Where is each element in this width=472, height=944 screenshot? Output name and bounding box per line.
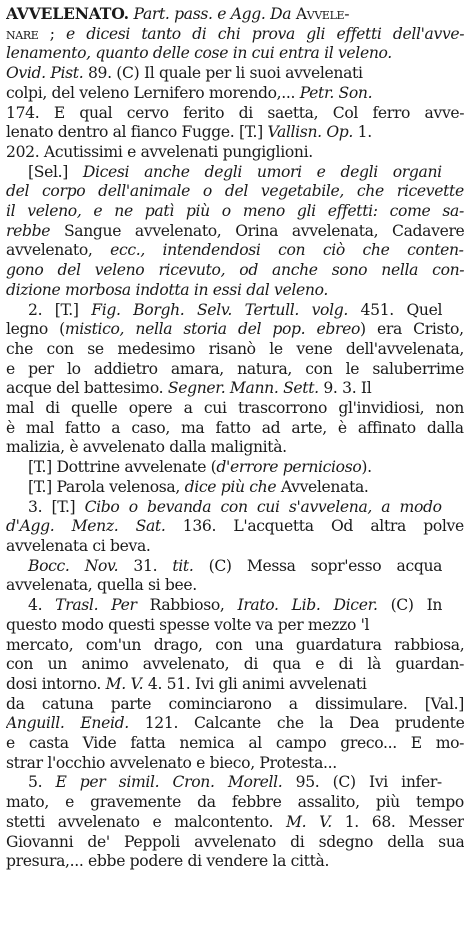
entry-line bbox=[6, 458, 464, 478]
entry-text: Sangue avvelenato, Orina avvelenata, Cadavere bbox=[50, 221, 464, 240]
entry-line bbox=[6, 576, 464, 596]
entry-text: Giovanni de' Peppoli avvelenato di sdegno della sua bbox=[6, 832, 464, 851]
entry-line bbox=[6, 517, 464, 537]
entry-text: Rabbioso, bbox=[136, 596, 238, 615]
entry-text: 1. bbox=[353, 123, 372, 142]
entry-line bbox=[6, 25, 464, 45]
entry-text: strar l'occhio avvelenato e bieco, Protesta... bbox=[6, 753, 337, 772]
entry-line bbox=[6, 438, 464, 458]
entry-text: il veleno, e ne patì più o meno gli effetti: come sa- bbox=[6, 202, 464, 221]
entry-text: e per lo addietro amara, natura, con le saluberrime bbox=[6, 359, 464, 378]
entry-text: presura,... ebbe podere di vendere la città. bbox=[6, 852, 330, 871]
entry-text: 121. Calcante che la Dea prudente bbox=[128, 714, 464, 733]
entry-line bbox=[6, 261, 464, 281]
entry-text: (C) Messa sopr'esso acqua bbox=[193, 556, 443, 575]
entry-text: ecc., intendendosi con ciò che conten- bbox=[110, 241, 464, 260]
entry-line bbox=[6, 557, 464, 577]
entry-text: Irato. Lib. Dicer. bbox=[237, 596, 378, 615]
entry-line bbox=[6, 340, 464, 360]
entry-text: del corpo dell'animale o del vegetabile, che ricevette bbox=[6, 182, 464, 201]
entry-line bbox=[6, 695, 464, 715]
entry-text: Dicesi anche degli umori e degli organi bbox=[82, 162, 442, 181]
entry-headword: AVVELENATO. bbox=[6, 4, 129, 23]
entry-line bbox=[6, 241, 464, 261]
entry-text: lenato dentro al fianco Fugge. [T.] bbox=[6, 123, 268, 142]
entry-text: e dicesi tanto di chi prova gli effetti dell'avve- bbox=[66, 24, 464, 43]
entry-text: tit. bbox=[172, 556, 194, 575]
entry-text: Trasl. Per bbox=[55, 596, 137, 615]
entry-text: 3. [T.] bbox=[28, 497, 85, 516]
entry-text: Bocc. Nov. bbox=[28, 556, 119, 575]
entry-text: ). bbox=[361, 458, 372, 477]
entry-text: (C) In bbox=[377, 596, 443, 615]
entry-text: 451. Quel bbox=[347, 300, 443, 319]
entry-text: Fig. Borgh. Selv. Tertull. volg. bbox=[91, 300, 348, 319]
entry-line bbox=[6, 182, 464, 202]
entry-text: ; bbox=[38, 24, 67, 43]
entry-line bbox=[6, 379, 464, 399]
entry-line bbox=[6, 793, 464, 813]
entry-line bbox=[6, 419, 464, 439]
entry-line bbox=[6, 773, 464, 793]
entry-line bbox=[6, 498, 464, 518]
entry-line bbox=[6, 399, 464, 419]
entry-text: e casta Vide fatta nemica al campo greco... E mo- bbox=[6, 734, 464, 753]
entry-line bbox=[6, 104, 464, 124]
entry-text: [T.] Dottrine avvelenate ( bbox=[28, 458, 217, 477]
entry-line bbox=[6, 301, 464, 321]
entry-text: 4. bbox=[28, 596, 56, 615]
entry-text: 9. 3. Il bbox=[318, 379, 372, 398]
entry-line bbox=[6, 222, 464, 242]
entry-text: d'Agg. Menz. Sat. bbox=[6, 517, 166, 536]
entry-line bbox=[6, 596, 464, 616]
entry-text: colpi, del veleno Lernifero morendo,... bbox=[6, 83, 300, 102]
entry-text: avvelenato, bbox=[6, 241, 111, 260]
entry-line bbox=[6, 852, 464, 872]
entry-text: rebbe bbox=[6, 221, 51, 240]
entry-line bbox=[6, 537, 464, 557]
entry-text: 2. [T.] bbox=[28, 300, 92, 319]
entry-text: Avvele- bbox=[295, 5, 350, 23]
entry-line bbox=[6, 84, 464, 104]
entry-text: Anguill. Eneid. bbox=[6, 714, 129, 733]
entry-text: Petr. Son. bbox=[299, 83, 373, 102]
entry-text: d'errore pernicioso bbox=[216, 458, 362, 477]
entry-text: dosi intorno. bbox=[6, 674, 106, 693]
entry-text: mato, e gravemente da febbre assalito, più tempo bbox=[6, 793, 464, 812]
entry-text: mistico, nella storia del pop. ebreo bbox=[64, 320, 361, 339]
entry-text: con un animo avvelenato, di qua e di là guardan- bbox=[6, 655, 464, 674]
entry-line bbox=[6, 833, 464, 853]
entry-text: 202. Acutissimi e avvelenati pungiglioni. bbox=[6, 142, 313, 161]
entry-text: nare bbox=[6, 24, 39, 43]
entry-text: questo modo questi spesse volte va per mezzo 'l bbox=[6, 615, 370, 634]
entry-text: Part. pass. e Agg. Da bbox=[133, 5, 296, 23]
entry-text: 31. bbox=[118, 556, 173, 575]
entry-text: legno ( bbox=[6, 320, 65, 339]
entry-line bbox=[6, 478, 464, 498]
entry-text: stetti avvelenato e malcontento. bbox=[6, 812, 286, 831]
entry-text: mercato, com'un drago, con una guardatura rabbiosa, bbox=[6, 635, 464, 654]
entry-line bbox=[6, 44, 464, 64]
entry-text: dizione morbosa indotta in essi dal veleno. bbox=[6, 280, 328, 299]
entry-text: avvelenata ci beva. bbox=[6, 536, 151, 555]
entry-text: 136. L'acquetta Od altra polve bbox=[165, 517, 464, 536]
entry-text: [Sel.] bbox=[28, 162, 83, 181]
entry-text: lenamento, quanto delle cose in cui entra il veleno. bbox=[6, 44, 392, 63]
entry-line bbox=[6, 616, 464, 636]
entry-line bbox=[6, 202, 464, 222]
entry-text: Segner. Mann. Sett. bbox=[167, 379, 319, 398]
entry-text: Cibo o bevanda con cui s'avvelena, a modo bbox=[84, 497, 442, 516]
entry-text: mal di quelle opere a cui trascorrono gl'invidiosi, non bbox=[6, 399, 464, 418]
entry-line bbox=[6, 123, 464, 143]
entry-text: 1. 68. Messer bbox=[331, 812, 464, 831]
entry-text: è mal fatto a caso, ma fatto ad arte, è affinato dalla bbox=[6, 418, 464, 437]
entry-line bbox=[6, 64, 464, 84]
entry-line bbox=[6, 320, 464, 340]
entry-line bbox=[6, 675, 464, 695]
entry-text: gono del veleno ricevuto, od anche sono nella con- bbox=[6, 261, 464, 280]
entry-line bbox=[6, 4, 464, 25]
entry-text: E per simil. Cron. Morell. bbox=[55, 773, 283, 792]
entry-text: acque del battesimo. bbox=[6, 379, 168, 398]
entry-line bbox=[6, 360, 464, 380]
entry-line bbox=[6, 754, 464, 774]
entry-text: 174. E qual cervo ferito di saetta, Col ferro avve- bbox=[6, 103, 464, 122]
entry-line bbox=[6, 281, 464, 301]
dictionary-entry-avvelenato bbox=[6, 4, 464, 872]
entry-text: da catuna parte cominciarono a dissimulare. [Val.] bbox=[6, 694, 464, 713]
entry-text: 89. (C) Il quale per li suoi avvelenati bbox=[83, 64, 363, 83]
entry-text: 5. bbox=[28, 773, 56, 792]
entry-line bbox=[6, 163, 464, 183]
entry-line bbox=[6, 636, 464, 656]
entry-text: ) era Cristo, bbox=[360, 320, 464, 339]
entry-text: M. V. bbox=[286, 812, 332, 831]
entry-line bbox=[6, 143, 464, 163]
entry-text: 4. 51. Ivi gli animi avvelenati bbox=[143, 674, 367, 693]
entry-line bbox=[6, 655, 464, 675]
entry-line bbox=[6, 813, 464, 833]
entry-text: [T.] Parola velenosa, bbox=[28, 477, 185, 496]
entry-line bbox=[6, 734, 464, 754]
entry-text: che con se medesimo risanò le vene dell'avvelenata, bbox=[6, 339, 464, 358]
entry-text: Avvelenata. bbox=[276, 477, 369, 496]
entry-text: avvelenata, quella si bee. bbox=[6, 576, 197, 595]
entry-text: Ovid. Pist. bbox=[6, 64, 84, 83]
entry-text: dice più che bbox=[184, 477, 277, 496]
entry-line bbox=[6, 714, 464, 734]
entry-text: 95. (C) Ivi infer- bbox=[282, 773, 442, 792]
entry-text: Vallisn. Op. bbox=[267, 123, 354, 142]
entry-text: malizia, è avvelenato dalla malignità. bbox=[6, 438, 287, 457]
entry-text: M. V. bbox=[105, 674, 144, 693]
